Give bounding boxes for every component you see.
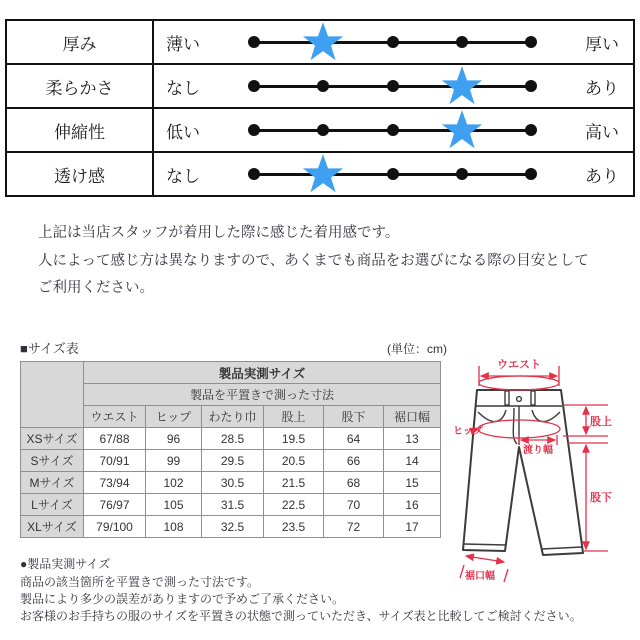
scale-min-label: なし [166, 78, 200, 98]
inseam-label: 股下 [590, 492, 612, 504]
feel-scale-cell [154, 153, 633, 195]
scale-dot [456, 36, 468, 48]
star-rating-icon [441, 109, 483, 149]
rating-scale [254, 21, 531, 63]
scale-min-label: 薄い [166, 34, 200, 54]
size-name-cell: XLサイズ [21, 516, 84, 538]
measurement-cell: 21.5 [264, 472, 324, 494]
measurement-cell: 15 [384, 472, 441, 494]
scale-dot [387, 124, 399, 136]
measurement-cell: 23.5 [264, 516, 324, 538]
rating-scale [254, 153, 531, 195]
size-name-cell: Mサイズ [21, 472, 84, 494]
measurement-cell: 19.5 [264, 428, 324, 450]
scale-dot [317, 124, 329, 136]
scale-dot [387, 36, 399, 48]
unit-label: (単位：cm) [387, 342, 447, 356]
staff-note-line: ご利用ください。 [38, 280, 154, 296]
scale-dot [387, 80, 399, 92]
rating-scale [254, 65, 531, 107]
feel-scale-cell [154, 21, 633, 63]
measurement-cell: 68 [324, 472, 384, 494]
thigh-label: 渡り幅 [523, 445, 553, 456]
column-header-cell: 股上 [264, 406, 324, 428]
measurement-note-line: 製品により多少の誤差がありますので予めご了承ください。 [20, 592, 345, 606]
corner-cell [21, 362, 84, 428]
measurement-cell: 96 [146, 428, 202, 450]
staff-note-line: 上記は当店スタッフが着用した際に感じた着用感です。 [38, 225, 400, 241]
feel-scale-cell [154, 109, 633, 151]
scale-min-label: なし [166, 166, 200, 186]
scale-dot [525, 124, 537, 136]
column-header-cell: 股下 [324, 406, 384, 428]
measurement-note-heading: ●製品実測サイズ [20, 557, 111, 571]
column-header-cell: ウエスト [84, 406, 146, 428]
measurement-note [20, 556, 620, 625]
feel-row [7, 21, 633, 63]
size-table-heading: ■サイズ表 [20, 341, 79, 356]
feel-row [7, 151, 633, 195]
scale-dot [387, 168, 399, 180]
column-header-cell: ヒップ [146, 406, 202, 428]
scale-dot [248, 124, 260, 136]
table-row [21, 516, 441, 538]
scale-max-label: 厚い [585, 34, 619, 54]
size-name-cell: XSサイズ [21, 428, 84, 450]
measurement-cell: 70 [324, 494, 384, 516]
measurement-cell: 105 [146, 494, 202, 516]
scale-max-label: あり [585, 78, 619, 98]
column-header-cell: わたり巾 [202, 406, 264, 428]
measurement-cell: 70/91 [84, 450, 146, 472]
hip-label: ヒップ [453, 426, 483, 437]
table-row [21, 428, 441, 450]
sub-header-cell: 製品を平置きで測った寸法 [84, 384, 441, 406]
star-rating-icon [302, 21, 344, 61]
measurement-cell: 102 [146, 472, 202, 494]
measurement-cell: 99 [146, 450, 202, 472]
staff-note-line: 人によって感じ方は異なりますので、あくまでも商品をお選びになる際の目安として [38, 252, 589, 269]
size-name-cell: Lサイズ [21, 494, 84, 516]
measurement-cell: 22.5 [264, 494, 324, 516]
measurement-cell: 73/94 [84, 472, 146, 494]
feel-attribute-label: 厚み [7, 21, 154, 63]
measurement-cell: 17 [384, 516, 441, 538]
scale-max-label: あり [585, 166, 619, 186]
table-row [21, 494, 441, 516]
scale-dot [317, 80, 329, 92]
table-row [21, 472, 441, 494]
scale-dot [248, 36, 260, 48]
scale-dot [248, 80, 260, 92]
feel-scale-cell [154, 65, 633, 107]
table-row [21, 406, 441, 428]
measurement-cell: 28.5 [202, 428, 264, 450]
measurement-cell: 108 [146, 516, 202, 538]
feel-attribute-label: 透け感 [7, 153, 154, 195]
measurement-cell: 30.5 [202, 472, 264, 494]
scale-dot [456, 168, 468, 180]
scale-min-label: 低い [166, 122, 200, 142]
size-table [20, 361, 441, 538]
measurement-note-line: 商品の該当箇所を平置きで測った寸法です。 [20, 575, 260, 589]
table-row [21, 384, 441, 406]
measurement-cell: 13 [384, 428, 441, 450]
scale-dot [525, 36, 537, 48]
measurement-note-line: お客様のお手持ちの服のサイズを平置きの状態で測っていただき、サイズ表と比較してご検討ください。 [20, 609, 582, 623]
measurement-cell: 76/97 [84, 494, 146, 516]
table-row [21, 450, 441, 472]
hem-label: 裾口幅 [465, 571, 495, 582]
measurement-cell: 20.5 [264, 450, 324, 472]
star-rating-icon [302, 153, 344, 193]
measurement-cell: 31.5 [202, 494, 264, 516]
measurement-cell: 32.5 [202, 516, 264, 538]
feel-row [7, 63, 633, 107]
measurement-cell: 16 [384, 494, 441, 516]
measurement-cell: 14 [384, 450, 441, 472]
column-header-cell: 裾口幅 [384, 406, 441, 428]
scale-max-label: 高い [585, 122, 619, 142]
measurement-cell: 66 [324, 450, 384, 472]
measurement-cell: 29.5 [202, 450, 264, 472]
feel-row [7, 107, 633, 151]
size-name-cell: Sサイズ [21, 450, 84, 472]
measurement-cell: 79/100 [84, 516, 146, 538]
measurement-cell: 64 [324, 428, 384, 450]
feel-attribute-label: 柔らかさ [7, 65, 154, 107]
table-row [21, 362, 441, 384]
scale-dot [525, 168, 537, 180]
measurement-cell: 72 [324, 516, 384, 538]
feel-attribute-label: 伸縮性 [7, 109, 154, 151]
measurement-cell: 67/88 [84, 428, 146, 450]
rise-label: 股上 [590, 416, 612, 428]
staff-note [38, 220, 623, 303]
rating-scale [254, 109, 531, 151]
size-section-heading [20, 338, 447, 357]
merged-header-cell: 製品実測サイズ [84, 362, 441, 384]
pants-diagram [448, 350, 640, 586]
scale-dot [248, 168, 260, 180]
feel-table [5, 19, 635, 197]
scale-dot [525, 80, 537, 92]
waist-label: ウエスト [497, 359, 541, 371]
star-rating-icon [441, 65, 483, 105]
